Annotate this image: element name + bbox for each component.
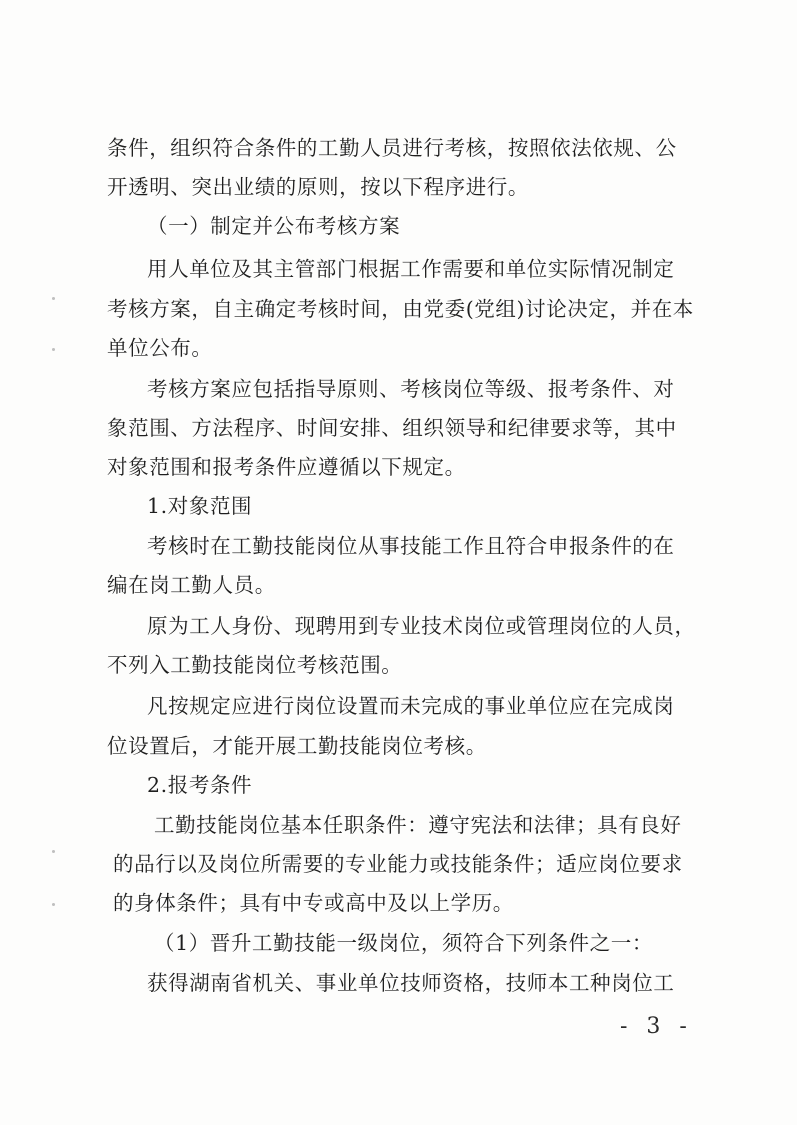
paragraph-line-11: 原为工人身份、现聘用到专业技术岗位或管理岗位的人员，	[147, 614, 696, 638]
paragraph-line-17: 的身体条件；具有中专或高中及以上学历。	[113, 891, 514, 915]
subsection-heading-1: 1.对象范围	[147, 494, 253, 518]
paragraph-line-5: 单位公布。	[107, 336, 213, 360]
paragraph-line-14: 位设置后，才能开展工勤技能岗位考核。	[107, 734, 487, 758]
paragraph-line-12: 不列入工勤技能岗位考核范围。	[107, 653, 403, 677]
section-heading-1: （一）制定并公布考核方案	[147, 214, 401, 238]
paragraph-line-16: 的品行以及岗位所需要的专业能力或技能条件；适应岗位要求	[113, 852, 683, 876]
paragraph-line-13: 凡按规定应进行岗位设置而未完成的事业单位应在完成岗	[147, 694, 675, 718]
scan-speck	[52, 903, 55, 906]
paragraph-line-15: 工勤技能岗位基本任职条件：遵守宪法和法律；具有良好	[154, 813, 682, 837]
paragraph-line-18: 获得湖南省机关、事业单位技师资格，技师本工种岗位工	[147, 971, 675, 995]
paragraph-line-9: 考核时在工勤技能岗位从事技能工作且符合申报条件的在	[147, 534, 675, 558]
clause-heading-1: （1）晋升工勤技能一级岗位，须符合下列条件之一：	[154, 931, 653, 955]
paragraph-line-10: 编在岗工勤人员。	[107, 573, 276, 597]
paragraph-line-8: 对象范围和报考条件应遵循以下规定。	[107, 455, 466, 479]
paragraph-line-2: 开透明、突出业绩的原则，按以下程序进行。	[107, 175, 529, 199]
scan-speck	[52, 297, 55, 300]
subsection-heading-2: 2.报考条件	[147, 773, 253, 797]
paragraph-line-1: 条件，组织符合条件的工勤人员进行考核，按照依法依规、公	[107, 136, 677, 160]
paragraph-line-6: 考核方案应包括指导原则、考核岗位等级、报考条件、对	[147, 377, 675, 401]
paragraph-line-7: 象范围、方法程序、时间安排、组织领导和纪律要求等，其中	[107, 416, 677, 440]
scan-speck	[52, 348, 55, 351]
paragraph-line-4: 考核方案，自主确定考核时间，由党委(党组)讨论决定，并在本	[107, 297, 694, 321]
paragraph-line-3: 用人单位及其主管部门根据工作需要和单位实际情况制定	[147, 257, 675, 281]
scan-speck	[52, 850, 55, 853]
page-number: - 3 -	[620, 1014, 693, 1039]
